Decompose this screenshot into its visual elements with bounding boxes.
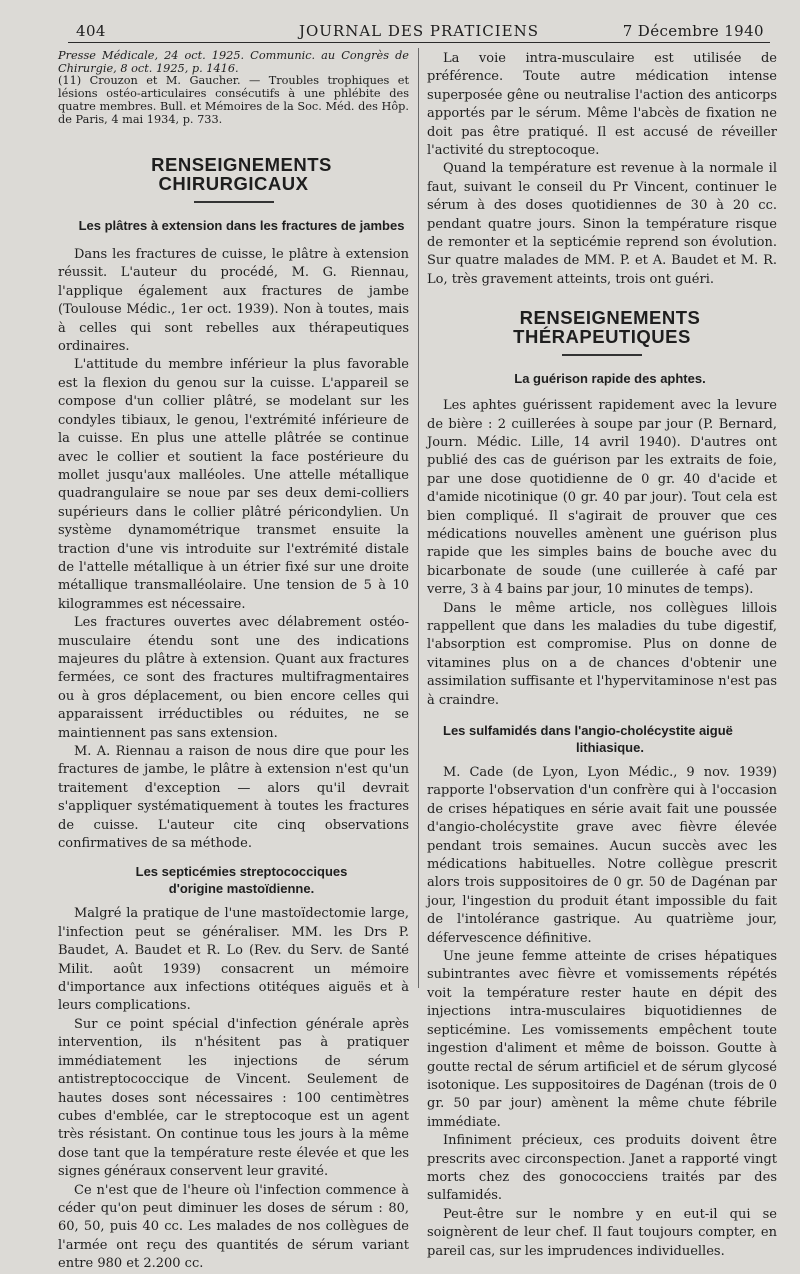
- page-number: 404: [76, 22, 106, 40]
- subheading-plasters: Les plâtres à extension dans les fractures de jambes: [78, 218, 405, 234]
- paragraph: M. Cade (de Lyon, Lyon Médic., 9 nov. 1939) rapporte l'observation d'un confrère qui à l'occasion de crises hépatiques en série avait fait une poussée d'angio-cholécystite grave avec fièvre élevée pendant trois semaines. Aucun succès avec les médications habituelles. Notre collègue prescrit alors trois suppositoires de 0 gr. 50 de Dagénan par jour, l'ingestion du produit étant impossible du fait de l'intolérance gastrique. Au quatrième jour, défervescence définitive.: [427, 765, 777, 946]
- running-header: [68, 18, 770, 43]
- subheading-septicemia-line1: Les septicémies streptococciques: [135, 864, 348, 880]
- paragraph: Ce n'est que de l'heure où l'infection commence à céder qu'on peut diminuer les doses de sérum : 80, 60, 50, puis 40 cc. Les malades de nos collègues de l'armée ont reçu des quantités de sérum variant entre 980 et 2.200 cc.: [58, 1182, 409, 1272]
- section-title-surgical: RENSEIGNEMENTS CHIRURGICAUX: [151, 154, 332, 194]
- subheading-sulfamides-line1: Les sulfamidés dans l'angio-cholécystite aiguë: [443, 723, 733, 738]
- paragraph: Malgré la pratique de l'une mastoïdectomie large, l'infection peut se généraliser. MM. les Drs P. Baudet, A. Baudet et R. Lo (Rev. du Serv. de Santé Milit. août 1939) consacrent un mémoire d'importance aux infections otitéques aiguës et à leurs complications.: [58, 906, 409, 1014]
- issue-date: 7 Décembre 1940: [622, 22, 764, 40]
- reference-continued: Presse Médicale, 24 oct. 1925. Communic. au Congrès de Chirurgie, 8 oct. 1925, p. 1416.: [58, 49, 409, 75]
- paragraph: Une jeune femme atteinte de crises hépatiques subintrantes avec fièvre et vomissements répétés voit la température rester haute en dépit des injections intra-musculaires biquotidiennes de septicémine. Les vomissements empêchent toute ingestion d'aliment et même de boisson. Goutte à goutte rectal de sérum artificiel et de sérum glycosé isotonique. Les suppositoires de Dagénan (trois de 0 gr. 50 par jour) amènent la même chute fébrile immédiate.: [427, 949, 777, 1130]
- paragraph: Peut-être sur le nombre y en eut-il qui se soignèrent de leur chef. Il faut toujours compter, en pareil cas, sur les imprudences individuelles.: [427, 1206, 777, 1259]
- reference-11: (11) Crouzon et M. Gaucher. — Troubles trophiques et lésions ostéo-articulaires consécutifs à une phlébite des quatre membres. Bull. et Mémoires de la Soc. Méd. des Hôp. de Paris, 4 mai 1934, p. 733.: [58, 74, 409, 126]
- left-column: [58, 50, 409, 1274]
- subheading-septicemia-line2: d'origine mastoïdienne.: [168, 881, 315, 897]
- paragraph: L'attitude du membre inférieur la plus favorable est la flexion du genou sur la cuisse. L'appareil se compose d'un collier plâtré, se modelant sur les condyles tibiaux, le genou, l'extrémité inférieure de la cuisse. En plus une attelle plâtrée se continue avec le collier et soutient la face postérieure du mollet jusqu'aux malléoles. Une attelle métallique quadrangulaire se noue par ses deux demi-colliers supérieurs dans le collier plâtré péricondylien. Un système dynamométrique transmet ensuite la traction d'une vis introduite sur l'extrémité distale de l'attelle métallique à un étrier fixé sur une droite métallique transmalléolaire. Une tension de 5 à 10 kilogrammes est nécessaire.: [58, 357, 409, 612]
- column-divider: [418, 48, 419, 988]
- paragraph: Infiniment précieux, ces produits doivent être prescrits avec circonspection. Janet a rapporté vingt morts chez des gonococciens traités par des sulfamidés.: [427, 1133, 777, 1204]
- journal-title: JOURNAL DES PRATICIENS: [298, 22, 540, 40]
- section-title-therapeutic: RENSEIGNEMENTS THÉRAPEUTIQUES: [513, 307, 701, 347]
- paragraph: Les aphtes guérissent rapidement avec la levure de bière : 2 cuillerées à soupe par jour (P. Bernard, Journ. Médic. Lille, 14 avril 1940). D'autres ont publié des cas de guérison par les extraits de foie, par une dose quotidienne de 0 gr. 40 d'acide et d'amide nicotinique (0 gr. 40 par jour). Tout cela est bien compliqué. Il s'agirait de prouver que ces médications nouvelles amènent une guérison plus rapide que les simples bains de bouche avec du bicarbonate de soude (une cuillerée à café par verre, 3 à 4 bains par jour, 10 minutes de temps).: [427, 398, 777, 598]
- paragraph: Sur ce point spécial d'infection générale après intervention, ils n'hésitent pas à pratiquer immédiatement les injections de sérum antistreptococcique de Vincent. Seulement de hautes doses sont nécessaires : 100 centimètres cubes d'emblée, car le streptocoque est un agent très résistant. On continue tous les jours à la même dose tant que la température reste élevée et que les signes généraux conservent leur gravité.: [58, 1016, 409, 1180]
- paragraph: Les fractures ouvertes avec délabrement ostéo-musculaire étendu sont une des indications majeures du plâtre à extension. Quant aux fractures fermées, ce sont des fractures multifragmentaires ou à gros déplacement, ou bien encore celles qui apparaissent irréductibles ou réduites, ne se maintiennent pas sans extension.: [58, 615, 409, 741]
- paragraph: M. A. Riennau a raison de nous dire que pour les fractures de jambe, le plâtre à extension n'est qu'un traitement d'exception — alors qu'il devrait s'appliquer systématiquement à toutes les fractures de cuisse. L'auteur cite cinq observations confirmatives de sa méthode.: [58, 744, 409, 852]
- paragraph: La voie intra-musculaire est utilisée de préférence. Toute autre médication intense superposée gêne ou neutralise l'action des anticorps apportés par le sérum. Même l'abcès de fixation ne doit pas être pratiqué. Il est accusé de réveiller l'activité du streptocoque.: [427, 51, 777, 159]
- paragraph: Dans le même article, nos collègues lillois rappellent que dans les maladies du tube digestif, l'absorption est compromise. Plus on donne de vitamines plus on a de chances d'obtenir une assimilation suffisante et l'hypervitaminose n'est pas à craindre.: [427, 600, 777, 708]
- paragraph: Dans les fractures de cuisse, le plâtre à extension réussit. L'auteur du procédé, M. G. Riennau, l'applique également aux fractures de jambe (Toulouse Médic., 1er oct. 1939). Non à toutes, mais à celles qui sont rebelles aux thérapeutiques ordinaires.: [58, 247, 409, 355]
- right-column: [427, 50, 777, 1261]
- paragraph: Quand la température est revenue à la normale il faut, suivant le conseil du Pr Vincent, continuer le sérum à des doses quotidiennes de 30 à 20 cc. pendant quatre jours. Sinon la température risque de remonter et la septicémie reprend son évolution. Sur quatre malades de MM. P. et A. Baudet et M. R. Lo, très gravement atteints, trois ont guéri.: [427, 161, 777, 287]
- subheading-sulfamides-line2: lithiasique.: [576, 740, 644, 755]
- subheading-aphtes: La guérison rapide des aphtes.: [514, 371, 706, 387]
